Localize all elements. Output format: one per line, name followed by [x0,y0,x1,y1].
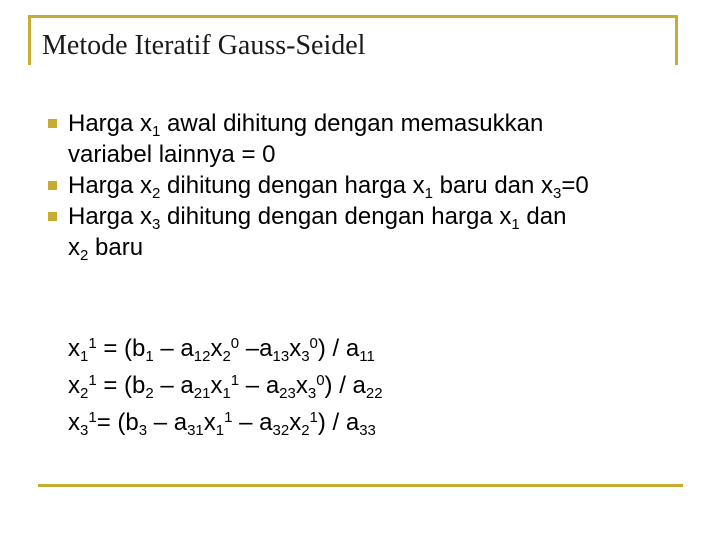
bullet-item: Harga $x_3$ dihitung dengan dengan harga $x_1$ dan $x_2$ baru [48,201,698,263]
equation-line: $x_1^1 = (b_1 - a_{12}x_2^0$ $-a_{13}x_3^0) / a_{11}$ [68,335,375,365]
bullet-list [48,108,698,263]
equation-line: $x_3^1= (b_3 - a_{31}x_1^1 - a_{32}x_2^1) / a_{33}$ [68,409,376,439]
title-frame-right [675,15,678,65]
bullet-square-icon [48,119,57,128]
equation-line: $x_2^1 = (b_2 - a_{21}x_1^1 - a_{23}x_3^0) / a_{22}$ [68,372,383,402]
bullet-square-icon [48,181,57,190]
bullet-item: Harga $x_1$ awal dihitung dengan memasukkan variabel lainnya = 0 [48,108,698,170]
bottom-rule [38,484,683,487]
bullet-item: Harga $x_2$ dihitung dengan harga $x_1$ baru dan $x_3=0$ [48,170,698,201]
slide-title: Metode Iteratif Gauss-Seidel [42,30,366,61]
bullet-square-icon [48,212,57,221]
title-frame-top [28,15,678,18]
title-frame-left [28,15,31,65]
equation-block [68,330,383,441]
